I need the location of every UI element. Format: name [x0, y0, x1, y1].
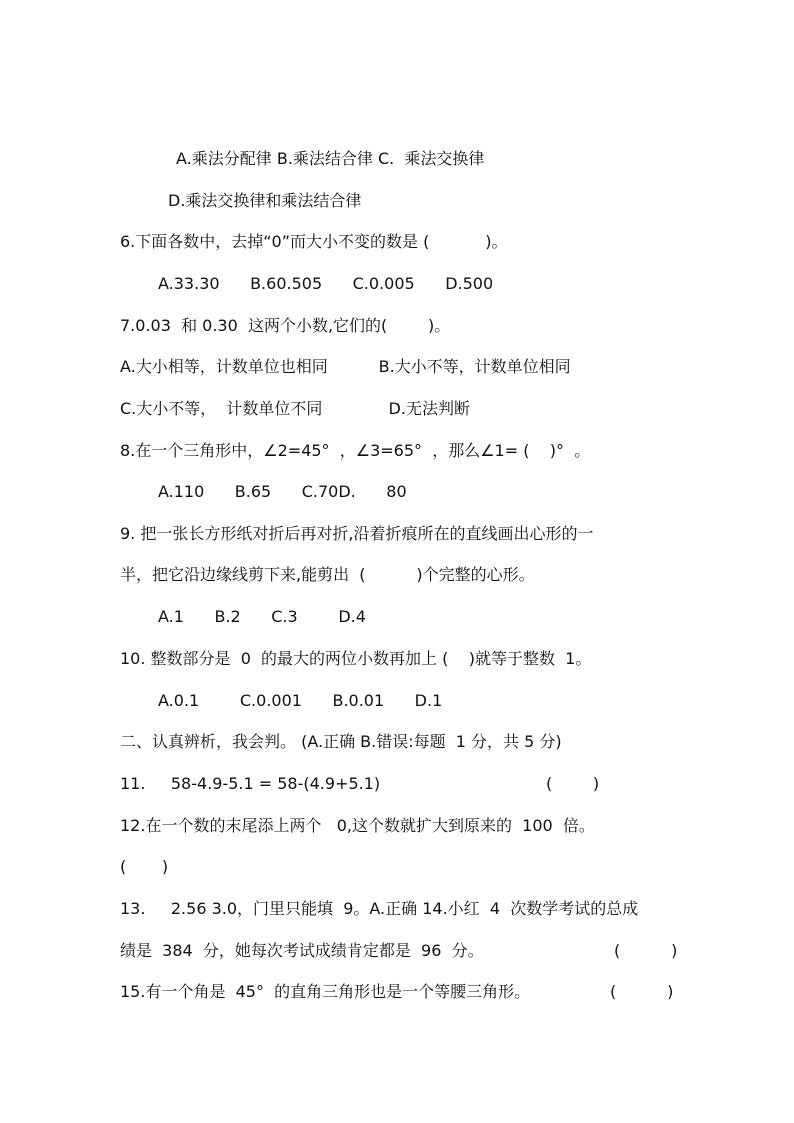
question-6: 6.下面各数中，去掉“0”而大小不变的数是 ( )。: [120, 232, 508, 251]
question-11: 11. 58-4.9-5.1 = 58-(4.9+5.1): [120, 774, 381, 793]
question-9-line1: 9. 把一张长方形纸对折后再对折,沿着折痕所在的直线画出心形的一: [120, 524, 594, 543]
q5-option-d: D.乘法交换律和乘法结合律: [168, 191, 362, 210]
question-15: 15.有一个角是 45° 的直角三角形也是一个等腰三角形。: [120, 982, 531, 1001]
question-8: 8.在一个三角形中，∠2=45° ，∠3=65° ，那么∠1= ( )° 。: [120, 441, 591, 460]
question-12: 12.在一个数的末尾添上两个 0,这个数就扩大到原来的 100 倍。: [120, 816, 595, 835]
q7-options-ab: A.大小相等，计数单位也相同 B.大小不等，计数单位相同: [120, 357, 571, 376]
question-7: 7.0.03 和 0.30 这两个小数,它们的( )。: [120, 316, 451, 335]
q15-answer-blank: ( ): [610, 982, 674, 1001]
q11-answer-blank: ( ): [546, 774, 600, 793]
q8-options: A.110 B.65 C.70D. 80: [158, 482, 407, 501]
q9-options: A.1 B.2 C.3 D.4: [158, 607, 366, 626]
question-10: 10. 整数部分是 0 的最大的两位小数再加上 ( )就等于整数 1。: [120, 649, 592, 668]
question-13-14: 13. 2.56 3.0，门里只能填 9。A.正确 14.小红 4 次数学考试的总成: [120, 899, 639, 918]
q14-answer-blank: ( ): [614, 941, 678, 960]
section-2-heading: 二、认真辨析，我会判。 (A.正确 B.错误:每题 1 分，共 5 分): [120, 732, 562, 751]
question-14-continued: 绩是 384 分，她每次考试成绩肯定都是 96 分。: [120, 941, 484, 960]
q6-options: A.33.30 B.60.505 C.0.005 D.500: [158, 274, 494, 293]
question-9-line2: 半，把它沿边缘线剪下来,能剪出 ( )个完整的心形。: [120, 565, 535, 584]
q5-options-abc: A.乘法分配律 B.乘法结合律 C. 乘法交换律: [176, 149, 485, 168]
q7-options-cd: C.大小不等， 计数单位不同 D.无法判断: [120, 399, 470, 418]
q10-options: A.0.1 C.0.001 B.0.01 D.1: [158, 691, 443, 710]
q12-answer-blank: ( ): [120, 857, 169, 876]
